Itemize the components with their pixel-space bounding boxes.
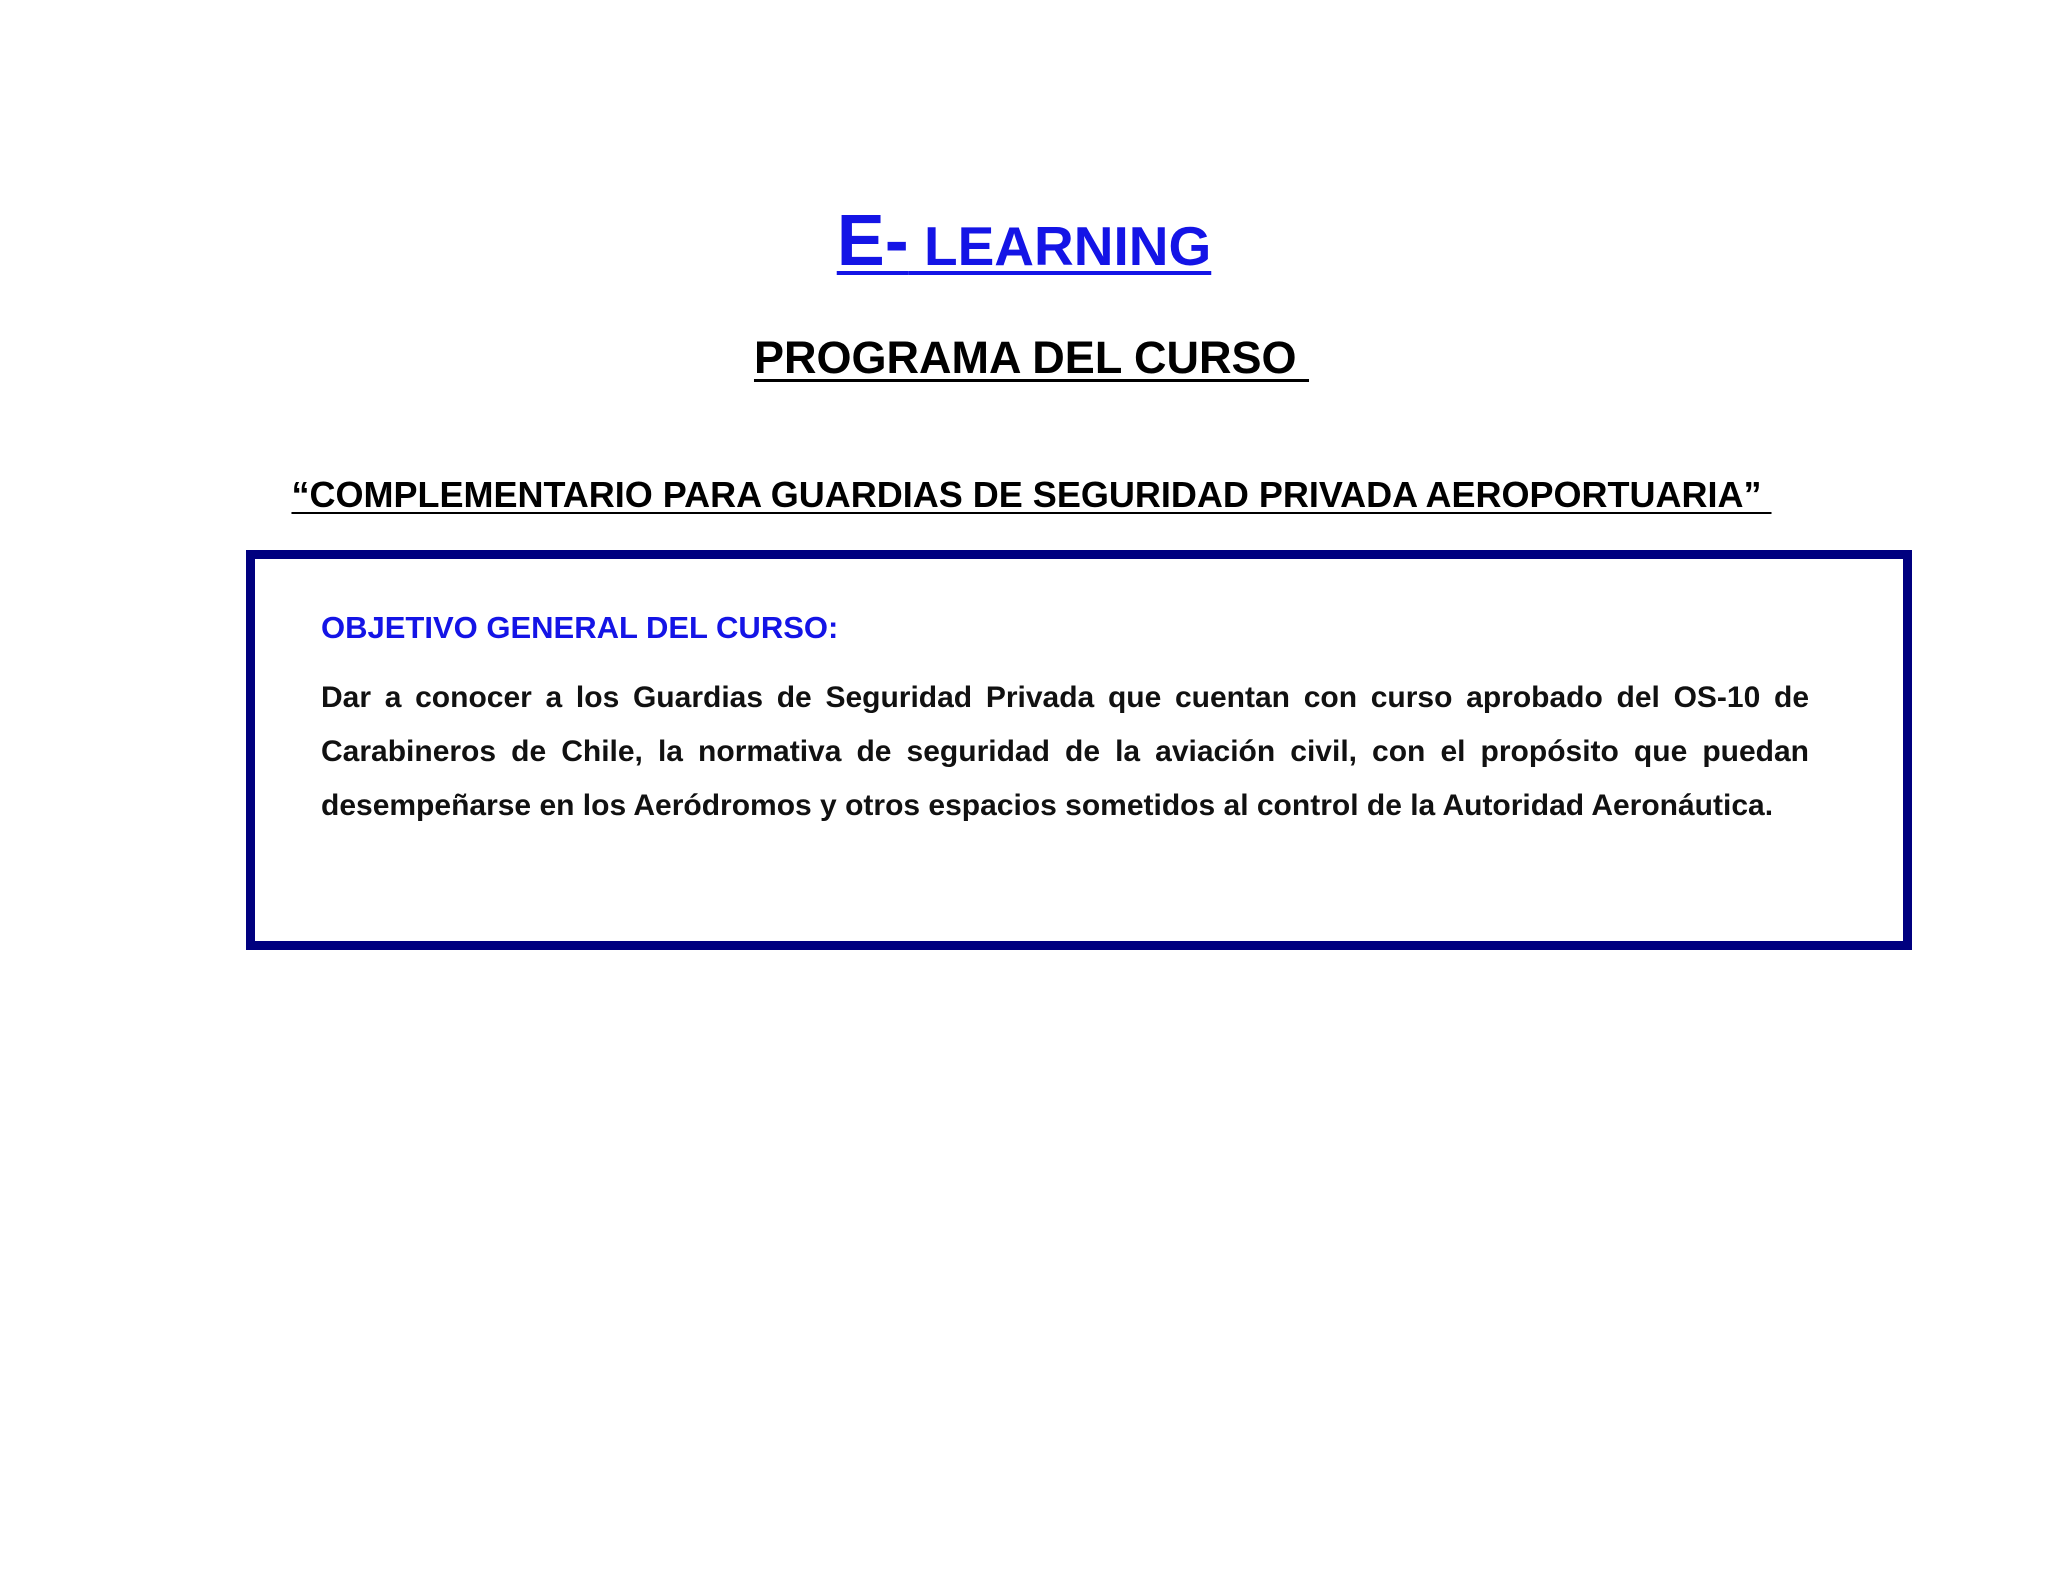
title-word: LEARNING [908, 215, 1212, 277]
course-name: “COMPLEMENTARIO PARA GUARDIAS DE SEGURIDAD PRIVADA AEROPORTUARIA” [291, 474, 1772, 515]
document-title [0, 201, 2048, 281]
objective-body: Dar a conocer a los Guardias de Seguridad Privada que cuentan con curso aprobado del OS-10 de Carabineros de Chile, la normativa de seguridad de la aviación civil, con el propósito que puedan desempeñarse en los Aeródromos y otros espacios sometidos al control de la Autoridad Aeronáutica. [321, 681, 1809, 822]
objective-heading: OBJETIVO GENERAL DEL CURSO: [321, 610, 839, 645]
title-prefix: E- [836, 201, 909, 281]
program-subtitle: PROGRAMA DEL CURSO [753, 332, 1310, 383]
objective-box [246, 550, 1912, 950]
